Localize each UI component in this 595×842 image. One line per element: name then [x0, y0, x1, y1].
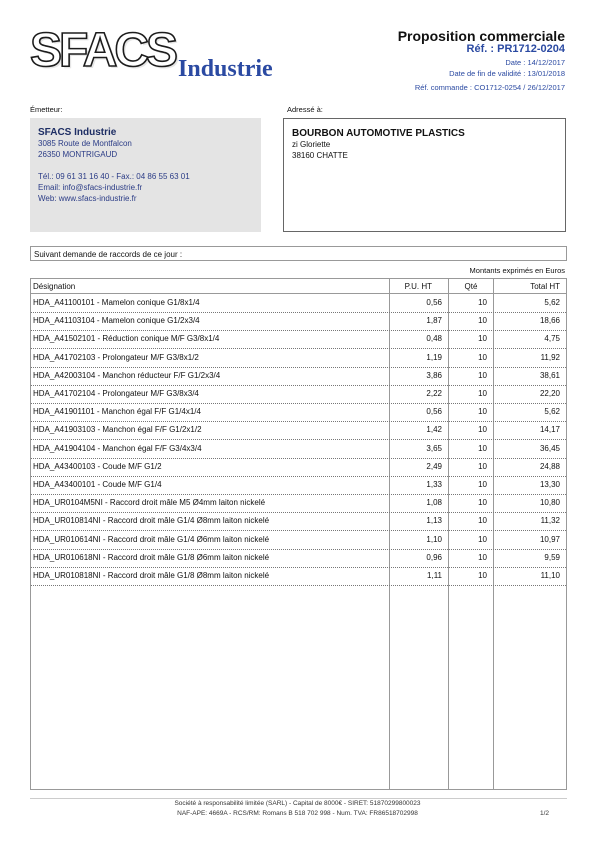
row-designation: HDA_A43400101 - Coude M/F G1/4 — [33, 480, 162, 489]
row-unit-price: 1,10 — [426, 534, 442, 544]
row-designation: HDA_UR010618NI - Raccord droit mâle G1/8 Ø6mm laiton nickelé — [33, 552, 270, 562]
row-designation: HDA_A41702103 - Prolongateur M/F G3/8x1/2 — [33, 352, 199, 362]
row-quantity: 10 — [478, 407, 487, 417]
row-designation: HDA_A41702104 - Prolongateur M/F G3/8x3/4 — [33, 389, 199, 398]
row-quantity: 10 — [478, 571, 487, 580]
row-total: 10,80 — [539, 498, 560, 508]
row-total: 11,10 — [540, 571, 560, 580]
document-title: Proposition commerciale — [397, 28, 565, 44]
row-designation: HDA_A41100101 - Mamelon conique G1/8x1/4 — [33, 298, 200, 307]
recipient-name: BOURBON AUTOMOTIVE PLASTICS — [292, 128, 465, 139]
emitter-email: Email: info@sfacs-industrie.fr — [38, 183, 143, 192]
table-row — [31, 330, 566, 349]
row-designation: HDA_A41502101 - Réduction conique M/F G3/8x1/4 — [33, 334, 220, 344]
recipient-address1: zi Gloriette — [292, 140, 331, 149]
row-total: 11,92 — [540, 352, 560, 362]
recipient-box — [283, 118, 566, 232]
row-quantity: 10 — [478, 480, 487, 489]
recipient-label: Adressé à: — [287, 105, 323, 114]
logo-subtitle: Industrie — [178, 56, 273, 82]
row-unit-price: 1,19 — [426, 352, 442, 362]
row-unit-price: 1,87 — [426, 316, 442, 326]
table-row — [31, 567, 566, 586]
row-unit-price: 1,13 — [426, 516, 442, 526]
row-unit-price: 1,42 — [426, 425, 442, 435]
row-designation: HDA_A41904104 - Manchon égal F/F G3/4x3/4 — [33, 443, 202, 453]
row-total: 4,75 — [544, 334, 560, 344]
footer-line1: Société à responsabilité limitée (SARL) - Capital de 8000€ - SIRET: 51870299800023 — [174, 800, 421, 807]
currency-note: Montants exprimés en Euros — [469, 266, 565, 275]
row-unit-price: 2,22 — [426, 389, 442, 398]
row-quantity: 10 — [478, 389, 487, 398]
row-total: 9,59 — [544, 552, 560, 562]
logo-brand: SFACS — [30, 24, 176, 77]
document-ref: Réf. : PR1712-0204 — [466, 43, 565, 55]
row-quantity: 10 — [478, 352, 487, 362]
row-quantity: 10 — [478, 498, 487, 508]
emitter-web: Web: www.sfacs-industrie.fr — [38, 194, 137, 203]
row-total: 22,20 — [539, 389, 560, 398]
document-date: Date : 14/12/2017 — [505, 58, 565, 67]
table-row — [31, 440, 566, 459]
row-total: 5,62 — [544, 298, 560, 307]
row-quantity: 10 — [478, 534, 487, 544]
row-designation: HDA_UR010818NI - Raccord droit mâle G1/8 Ø8mm laiton nickelé — [33, 571, 270, 580]
table-row — [31, 403, 566, 422]
emitter-label: Émetteur: — [30, 105, 63, 114]
row-total: 11,32 — [540, 516, 560, 526]
row-quantity: 10 — [478, 370, 487, 380]
table-row — [31, 385, 566, 404]
row-quantity: 10 — [478, 552, 487, 562]
items-table — [30, 278, 567, 790]
row-total: 36,45 — [539, 443, 560, 453]
table-row — [31, 312, 566, 331]
row-unit-price: 2,49 — [426, 461, 442, 471]
row-quantity: 10 — [478, 425, 487, 435]
row-unit-price: 3,86 — [426, 370, 442, 380]
row-designation: HDA_A41901101 - Manchon égal F/F G1/4x1/4 — [33, 407, 201, 417]
emitter-address2: 26350 MONTRIGAUD — [38, 150, 118, 159]
page-number: 1/2 — [539, 810, 549, 817]
row-quantity: 10 — [478, 316, 487, 326]
row-unit-price: 0,48 — [426, 334, 442, 344]
row-designation: HDA_UR010614NI - Raccord droit mâle G1/4 Ø6mm laiton nickelé — [33, 534, 270, 544]
row-unit-price: 0,56 — [426, 298, 442, 307]
emitter-name: SFACS Industrie — [38, 127, 117, 138]
footer-line2: NAF-APE: 4669A - RCS/RM: Romans B 518 702 998 - Num. TVA: FR86518702998 — [177, 810, 418, 817]
table-row — [31, 367, 566, 386]
row-quantity: 10 — [478, 443, 487, 453]
row-quantity: 10 — [478, 461, 487, 471]
row-total: 18,66 — [539, 316, 560, 326]
header-designation: Désignation — [33, 282, 76, 291]
row-quantity: 10 — [478, 516, 487, 526]
row-unit-price: 1,33 — [426, 480, 442, 489]
row-designation: HDA_A41103104 - Mamelon conique G1/2x3/4 — [33, 316, 200, 326]
recipient-address2: 38160 CHATTE — [292, 151, 348, 160]
table-row — [31, 531, 566, 550]
emitter-phone: Tél.: 09 61 31 16 40 - Fax.: 04 86 55 63 01 — [38, 172, 190, 181]
row-designation: HDA_UR010814NI - Raccord droit mâle G1/4 Ø8mm laiton nickelé — [33, 516, 270, 526]
row-quantity: 10 — [478, 298, 487, 307]
row-unit-price: 3,65 — [426, 443, 442, 453]
table-row — [31, 294, 566, 313]
emitter-box — [30, 118, 261, 232]
table-row — [31, 476, 566, 495]
intro-line: Suivant demande de raccords de ce jour : — [30, 246, 567, 261]
row-designation: HDA_A42003104 - Manchon réducteur F/F G1/2x3/4 — [33, 370, 221, 380]
row-unit-price: 0,96 — [426, 552, 442, 562]
row-total: 5,62 — [544, 407, 560, 417]
header-total: Total HT — [530, 282, 560, 291]
table-row — [31, 458, 566, 477]
row-unit-price: 0,56 — [426, 407, 442, 417]
table-row — [31, 512, 566, 531]
header-unit-price: P.U. HT — [404, 282, 432, 291]
table-header — [31, 279, 566, 294]
header-quantity: Qté — [464, 282, 478, 291]
table-row — [31, 349, 566, 368]
row-total: 14,17 — [539, 425, 560, 435]
row-quantity: 10 — [478, 334, 487, 344]
company-logo — [30, 24, 310, 85]
order-ref: Réf. commande : CO1712-0254 / 26/12/2017 — [414, 83, 565, 92]
row-total: 38,61 — [539, 370, 560, 380]
row-total: 24,88 — [539, 461, 560, 471]
table-row — [31, 494, 566, 513]
row-total: 10,97 — [539, 534, 560, 544]
table-row — [31, 549, 566, 568]
row-designation: HDA_A43400103 - Coude M/F G1/2 — [33, 461, 162, 471]
row-designation: HDA_A41903103 - Manchon égal F/F G1/2x1/2 — [33, 425, 202, 435]
row-designation: HDA_UR0104M5NI - Raccord droit mâle M5 Ø4mm laiton nickelé — [33, 498, 266, 508]
table-row — [31, 421, 566, 440]
row-total: 13,30 — [539, 480, 560, 489]
row-unit-price: 1,11 — [427, 571, 442, 580]
row-unit-price: 1,08 — [426, 498, 442, 508]
validity-date: Date de fin de validité : 13/01/2018 — [449, 69, 565, 78]
emitter-address1: 3085 Route de Montfalcon — [38, 139, 132, 148]
